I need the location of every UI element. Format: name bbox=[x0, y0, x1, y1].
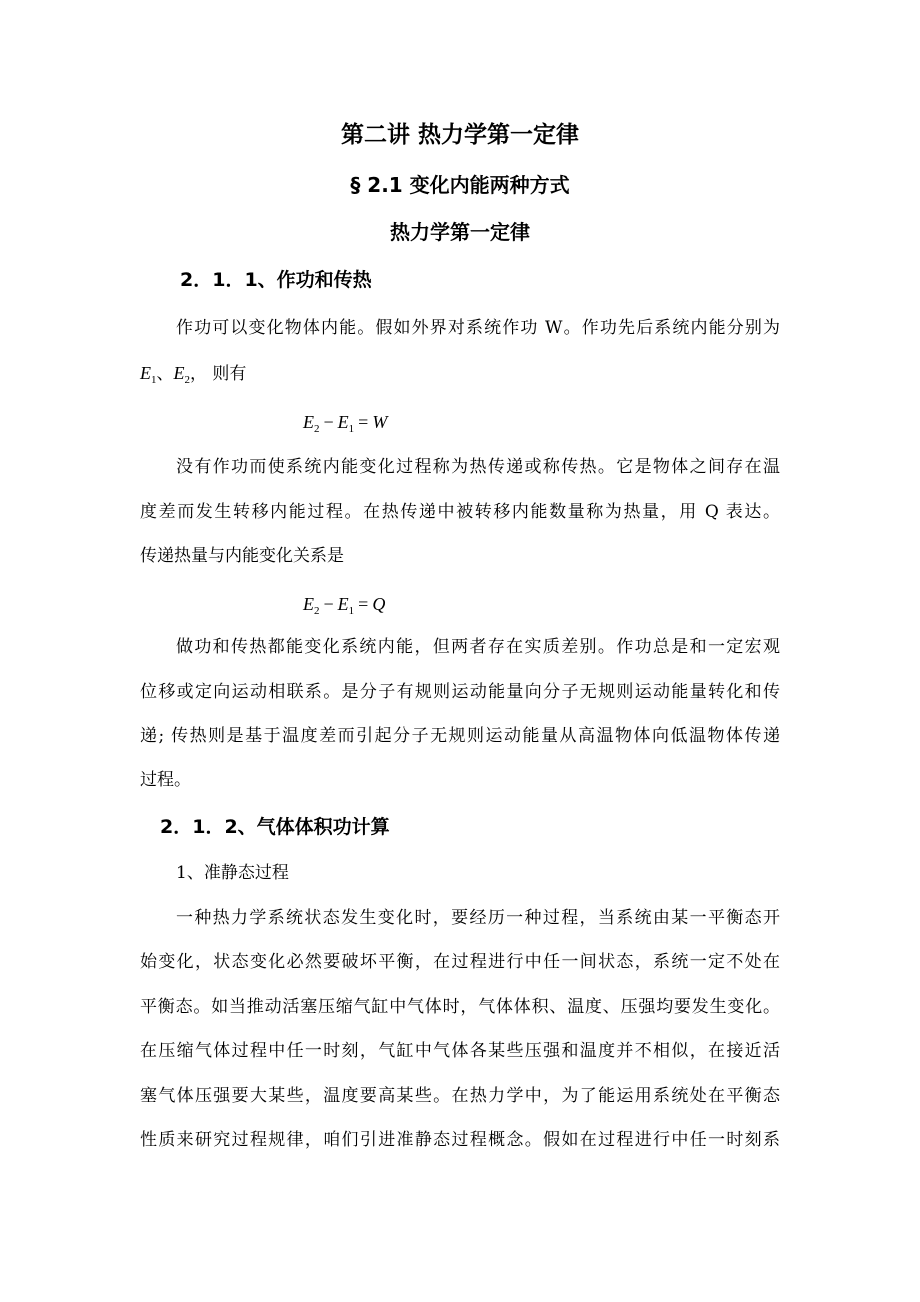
paragraph-line: 做功和传热都能变化系统内能，但两者存在实质差别。作功总是和一定宏观 bbox=[176, 637, 780, 657]
paragraph-line: 递; 传热则是基于温度差而引起分子无规则运动能量从高温物体向低温物体传递 bbox=[140, 726, 780, 746]
section-subtitle: 热力学第一定律 bbox=[390, 220, 530, 244]
paragraph-line: 在压缩气体过程中任一时刻，气缸中气体各某些压强和温度并不相似，在接近活 bbox=[140, 1041, 780, 1061]
paragraph-line: 平衡态。如当推动活塞压缩气缸中气体时，气体体积、温度、压强均要发生变化。 bbox=[140, 997, 780, 1017]
subsection-heading-2-1-1: 2．1．1、作功和传热 bbox=[180, 269, 372, 291]
paragraph-line: 过程。 bbox=[140, 770, 191, 790]
paragraph-line: 性质来研究过程规律，咱们引进准静态过程概念。假如在过程进行中任一时刻系 bbox=[140, 1130, 780, 1150]
lecture-title: 第二讲 热力学第一定律 bbox=[340, 122, 579, 148]
paragraph-line: 位移或定向运动相联系。是分子有规则运动能量向分子无规则运动能量转化和传 bbox=[140, 682, 780, 702]
section-title: § 2.1 变化内能两种方式 bbox=[350, 173, 570, 197]
equation-work: $E_2 - E_1 = W$ bbox=[303, 412, 388, 435]
subsection-heading-2-1-2: 2．1．2、气体体积功计算 bbox=[160, 816, 390, 838]
paragraph-line: 塞气体压强要大某些，温度要高某些。在热力学中，为了能运用系统处在平衡态 bbox=[140, 1086, 780, 1106]
paragraph-line: 作功可以变化物体内能。假如外界对系统作功 W。作功先后系统内能分别为 bbox=[176, 318, 780, 338]
item-label: 1、准静态过程 bbox=[176, 863, 289, 883]
equation-heat: $E_2 - E_1 = Q$ bbox=[303, 594, 386, 617]
paragraph-line: 没有作功而使系统内能变化过程称为热传递或称传热。它是物体之间存在温 bbox=[176, 457, 780, 477]
paragraph-line-vars: $E_1$、$E_2$， 则有 bbox=[140, 363, 247, 386]
var-e2: $E_2$ bbox=[173, 363, 190, 386]
paragraph-line: 一种热力学系统状态发生变化时，要经历一种过程，当系统由某一平衡态开 bbox=[176, 908, 780, 928]
paragraph-line: 传递热量与内能变化关系是 bbox=[140, 546, 344, 566]
paragraph-line: 度差而发生转移内能过程。在热传递中被转移内能数量称为热量，用 Q 表达。 bbox=[140, 502, 780, 522]
paragraph-line: 始变化，状态变化必然要破坏平衡，在过程进行中任一间状态，系统一定不处在 bbox=[140, 952, 780, 972]
var-e1: $E_1$ bbox=[140, 363, 157, 386]
